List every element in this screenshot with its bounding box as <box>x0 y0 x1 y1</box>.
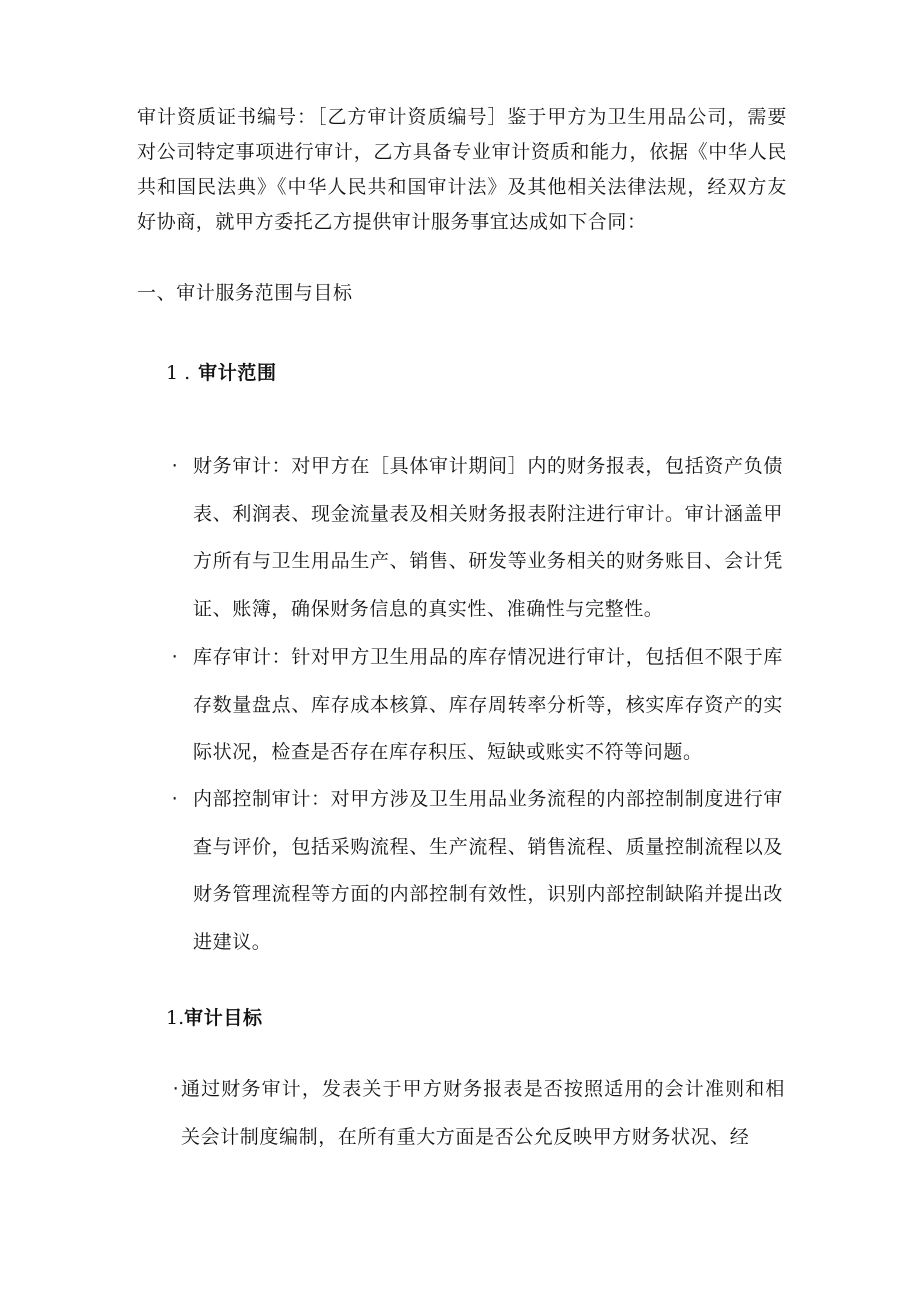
list-item <box>171 776 783 966</box>
intro-paragraph: 审计资质证书编号：［乙方审计资质编号］鉴于甲方为卫生用品公司，需要对公司特定事项进行审计，乙方具备专业审计资质和能力，依据《中华人民共和国民法典》《中华人民共和国审计法》及其他相关法律法规，经双方友好协商，就甲方委托乙方提供审计服务事宜达成如下合同： <box>137 106 787 233</box>
bullet-icon: · <box>172 1078 180 1100</box>
subsection-number: 1. <box>166 1007 185 1029</box>
list-item-text: 通过财务审计，发表关于甲方财务报表是否按照适用的会计准则和相关会计制度编制，在所有重大方面是否公允反映甲方财务状况、经 <box>181 1078 785 1148</box>
list-item-text: 库存审计：针对甲方卫生用品的库存情况进行审计，包括但不限于库存数量盘点、库存成本核算、库存周转率分析等，核实库存资产的实际状况，检查是否存在库存积压、短缺或账实不符等问题。 <box>193 646 783 763</box>
list-item-text: 财务审计：对甲方在［具体审计期间］内的财务报表，包括资产负债表、利润表、现金流量表及相关财务报表附注进行审计。审计涵盖甲方所有与卫生用品生产、销售、研发等业务相关的财务账目、会计凭证、账簿，确保财务信息的真实性、准确性与完整性。 <box>193 455 783 620</box>
bullet-icon: · <box>171 646 179 668</box>
subsection-title: 审计目标 <box>184 1007 263 1029</box>
bullet-icon: · <box>171 455 179 477</box>
subsection-title: 审计范围 <box>198 362 277 384</box>
section-title: 一、审计服务范围与目标 <box>137 282 353 304</box>
list-item-text: 内部控制审计：对甲方涉及卫生用品业务流程的内部控制制度进行审查与评价，包括采购流程、生产流程、销售流程、质量控制流程以及财务管理流程等方面的内部控制有效性，识别内部控制缺陷并提出改进建议。 <box>193 788 783 953</box>
subsection-heading-goals <box>166 1001 263 1036</box>
list-item <box>171 634 783 777</box>
subsection-heading-scope <box>166 356 277 391</box>
subsection-number: 1 . <box>166 362 191 384</box>
list-item <box>171 443 783 633</box>
bullet-icon: · <box>171 788 179 810</box>
list-item <box>172 1066 785 1161</box>
